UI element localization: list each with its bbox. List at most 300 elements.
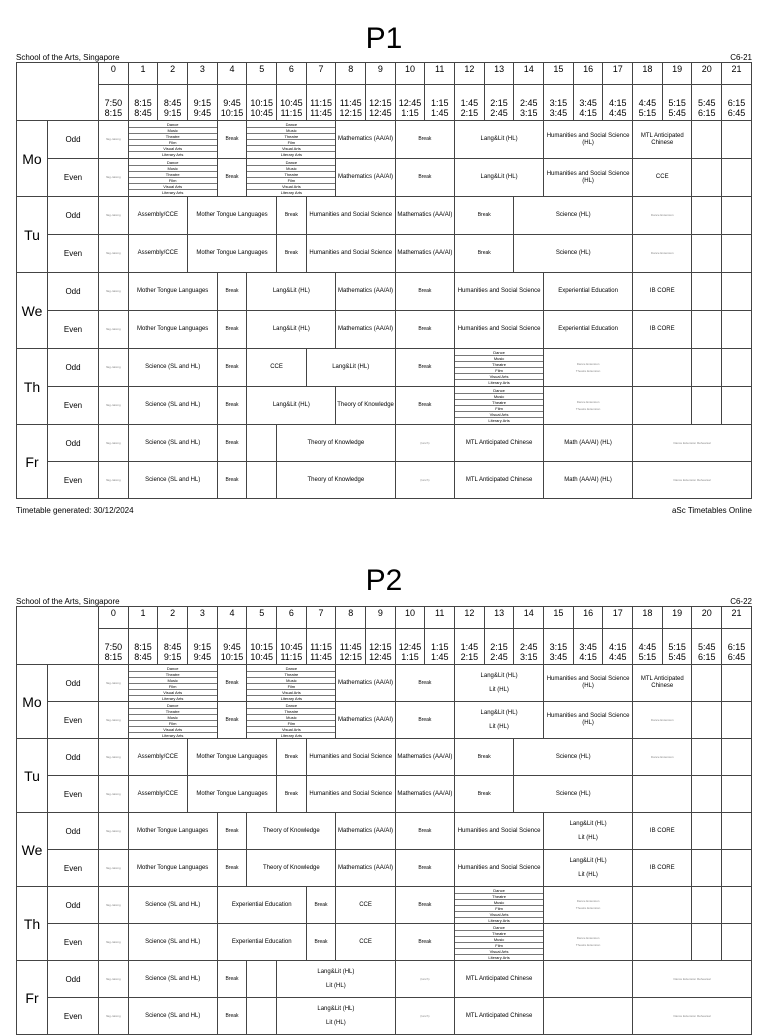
break-cell: Break <box>395 121 454 159</box>
school-name: School of the Arts, Singapore <box>16 53 120 62</box>
lesson-cell: Mathematics (AA/AI) <box>395 739 454 776</box>
period-number: 14 <box>514 607 544 629</box>
week-even: Even <box>48 159 99 197</box>
lesson-cell: Dance Extension <box>633 235 692 273</box>
period-time: 11:45 12:15 <box>336 85 366 121</box>
period-number: 1 <box>128 63 158 85</box>
period-time: 1:15 1:45 <box>425 85 455 121</box>
period-number: 13 <box>484 607 514 629</box>
period-number: 18 <box>633 63 663 85</box>
lesson-cell: MTL Anticipated Chinese <box>633 665 692 702</box>
period-time: 7:50 8:15 <box>99 629 129 665</box>
period-time: 12:45 1:15 <box>395 85 425 121</box>
week-odd: Odd <box>48 273 99 311</box>
period-time: 8:15 8:45 <box>128 629 158 665</box>
period-number: 6 <box>277 63 307 85</box>
lesson-cell: Lang&Lit (HL) Lit (HL) <box>455 665 544 702</box>
empty-cell <box>692 235 722 273</box>
period-number: 12 <box>455 607 485 629</box>
lesson-cell: flag-raising <box>99 235 129 273</box>
lesson-cell: flag-raising <box>99 924 129 961</box>
lesson-cell: Science (SL and HL) <box>128 924 217 961</box>
lesson-cell: IB CORE <box>633 813 692 850</box>
empty-cell <box>722 235 752 273</box>
lesson-cell: Dance Extension Theatre Extension <box>544 924 633 961</box>
lesson-cell: Lang&Lit (HL) Lit (HL) <box>544 813 633 850</box>
break-cell: Break <box>395 702 454 739</box>
lesson-cell: flag-raising <box>99 462 129 499</box>
lesson-cell: Dance Theatre Music Film Visual Arts Literary Arts <box>455 924 544 961</box>
period-number: 12 <box>455 63 485 85</box>
empty-cell <box>692 776 722 813</box>
period-time: 1:45 2:15 <box>455 85 485 121</box>
lesson-cell: Theory of Knowledge <box>277 462 396 499</box>
period-time: 8:45 9:15 <box>158 85 188 121</box>
break-cell: Break <box>395 159 454 197</box>
period-number: 10 <box>395 607 425 629</box>
lesson-cell: CCE <box>336 924 395 961</box>
period-time: 2:15 2:45 <box>484 629 514 665</box>
lesson-cell: Humanities and Social Science <box>455 311 544 349</box>
period-time: 5:15 5:45 <box>662 85 692 121</box>
period-time: 4:45 5:15 <box>633 85 663 121</box>
empty-cell <box>722 311 752 349</box>
period-number: 10 <box>395 63 425 85</box>
period-number: 7 <box>306 607 336 629</box>
lesson-cell: flag-raising <box>99 349 129 387</box>
period-number: 2 <box>158 607 188 629</box>
lesson-cell: Dance Theatre Music Film Visual Arts Literary Arts <box>128 702 217 739</box>
lesson-cell: Theory of Knowledge <box>247 813 336 850</box>
lesson-cell: (lunch) <box>395 462 454 499</box>
break-cell: Break <box>277 776 307 813</box>
break-cell: Break <box>395 850 454 887</box>
period-time: 3:15 3:45 <box>544 85 574 121</box>
period-time: 10:15 10:45 <box>247 85 277 121</box>
period-number: 9 <box>366 63 396 85</box>
lesson-cell: Science (SL and HL) <box>128 998 217 1035</box>
break-cell: Break <box>217 702 247 739</box>
period-number: 16 <box>573 607 603 629</box>
lesson-cell: flag-raising <box>99 387 129 425</box>
lesson-cell: Humanities and Social Science (HL) <box>544 702 633 739</box>
period-number: 3 <box>188 607 218 629</box>
lesson-cell: Dance Extension Theatre Extension <box>544 887 633 924</box>
lesson-cell: Dance Music Theatre Film Visual Arts Literary Arts <box>455 349 544 387</box>
lesson-cell: flag-raising <box>99 425 129 462</box>
lesson-cell: Mathematics (AA/AI) <box>336 273 395 311</box>
break-cell: Break <box>217 462 247 499</box>
lesson-cell: Mother Tongue Languages <box>128 813 217 850</box>
break-cell: Break <box>217 159 247 197</box>
period-time: 9:15 9:45 <box>188 629 218 665</box>
lesson-cell: Mathematics (AA/AI) <box>395 776 454 813</box>
week-odd: Odd <box>48 961 99 998</box>
break-cell: Break <box>395 813 454 850</box>
class-code: C6-21 <box>730 53 752 62</box>
break-cell: Break <box>395 273 454 311</box>
period-number: 3 <box>188 63 218 85</box>
break-cell: Break <box>217 850 247 887</box>
empty-cell <box>247 462 277 499</box>
lesson-cell: Dance Music Theatre Film Visual Arts Literary Arts <box>128 121 217 159</box>
break-cell: Break <box>217 665 247 702</box>
corner-cell <box>17 63 99 121</box>
period-time: 5:45 6:15 <box>692 85 722 121</box>
period-number: 17 <box>603 607 633 629</box>
lesson-cell: Mother Tongue Languages <box>188 776 277 813</box>
week-odd: Odd <box>48 349 99 387</box>
period-time: 1:45 2:15 <box>455 629 485 665</box>
empty-cell <box>722 197 752 235</box>
period-number: 5 <box>247 607 277 629</box>
break-cell: Break <box>217 121 247 159</box>
lesson-cell: Experiential Education <box>217 887 306 924</box>
timetable-grid-p1 <box>16 62 752 499</box>
empty-cell <box>722 776 752 813</box>
lesson-cell: MTL Anticipated Chinese <box>455 425 544 462</box>
week-odd: Odd <box>48 425 99 462</box>
empty-cell <box>633 776 692 813</box>
lesson-cell: Theory of Knowledge <box>247 850 336 887</box>
period-number: 8 <box>336 63 366 85</box>
week-even: Even <box>48 702 99 739</box>
lesson-cell: (lunch) <box>395 961 454 998</box>
lesson-cell: flag-raising <box>99 850 129 887</box>
day-label: Mo <box>17 121 48 197</box>
period-time: 2:45 3:15 <box>514 85 544 121</box>
period-time: 2:45 3:15 <box>514 629 544 665</box>
lesson-cell: Humanities and Social Science <box>306 739 395 776</box>
empty-cell <box>692 273 722 311</box>
lesson-cell: Dance Extension Theatre Extension <box>544 387 633 425</box>
period-time: 5:15 5:45 <box>662 629 692 665</box>
lesson-cell: Lang&Lit (HL) <box>247 311 336 349</box>
period-number: 4 <box>217 63 247 85</box>
break-cell: Break <box>395 924 454 961</box>
lesson-cell: Mathematics (AA/AI) <box>395 197 454 235</box>
break-cell: Break <box>395 665 454 702</box>
week-odd: Odd <box>48 665 99 702</box>
period-number: 19 <box>662 607 692 629</box>
lesson-cell: Dance Theatre Music Film Visual Arts Literary Arts <box>247 702 336 739</box>
lesson-cell: Theory of Knowledge <box>277 425 396 462</box>
empty-cell <box>692 887 722 924</box>
corner-cell <box>17 607 99 665</box>
break-cell: Break <box>277 739 307 776</box>
lesson-cell: flag-raising <box>99 197 129 235</box>
lesson-cell: Dance Extension <box>633 702 692 739</box>
period-time: 4:15 4:45 <box>603 629 633 665</box>
empty-cell <box>692 121 722 159</box>
week-odd: Odd <box>48 813 99 850</box>
empty-cell <box>722 349 752 387</box>
lesson-cell: flag-raising <box>99 887 129 924</box>
period-time: 10:45 11:15 <box>277 85 307 121</box>
period-time: 12:15 12:45 <box>366 85 396 121</box>
day-label: Tu <box>17 739 48 813</box>
lesson-cell: MTL Anticipated Chinese <box>455 462 544 499</box>
lesson-cell: Dance Extension Theatre Extension <box>544 349 633 387</box>
week-even: Even <box>48 850 99 887</box>
period-time: 2:15 2:45 <box>484 85 514 121</box>
lesson-cell: Assembly/CCE <box>128 235 187 273</box>
period-time: 9:45 10:15 <box>217 85 247 121</box>
week-even: Even <box>48 998 99 1035</box>
period-number: 7 <box>306 63 336 85</box>
lesson-cell: Lang&Lit (HL) <box>306 349 395 387</box>
lesson-cell: Lang&Lit (HL) Lit (HL) <box>544 850 633 887</box>
period-time: 12:15 12:45 <box>366 629 396 665</box>
break-cell: Break <box>217 311 247 349</box>
timetable-page-p1 <box>0 24 768 520</box>
empty-cell <box>692 197 722 235</box>
lesson-cell: Mathematics (AA/AI) <box>336 121 395 159</box>
lesson-cell: Mathematics (AA/AI) <box>336 311 395 349</box>
period-number: 6 <box>277 607 307 629</box>
period-time: 4:45 5:15 <box>633 629 663 665</box>
lesson-cell: Humanities and Social Science <box>306 776 395 813</box>
lesson-cell: Humanities and Social Science (HL) <box>544 121 633 159</box>
lesson-cell: flag-raising <box>99 159 129 197</box>
period-time: 8:45 9:15 <box>158 629 188 665</box>
lesson-cell: Humanities and Social Science <box>455 273 544 311</box>
lesson-cell: Lang&Lit (HL) <box>455 159 544 197</box>
lesson-cell: Science (SL and HL) <box>128 425 217 462</box>
lesson-cell: Science (SL and HL) <box>128 961 217 998</box>
empty-cell <box>692 813 722 850</box>
period-number: 4 <box>217 607 247 629</box>
day-label: Tu <box>17 197 48 273</box>
page-title: P2 <box>365 564 403 597</box>
lesson-cell: Dance Extension Rehearsal <box>633 462 752 499</box>
week-odd: Odd <box>48 887 99 924</box>
lesson-cell: (lunch) <box>395 425 454 462</box>
week-even: Even <box>48 235 99 273</box>
period-number: 8 <box>336 607 366 629</box>
period-time: 6:15 6:45 <box>722 629 752 665</box>
break-cell: Break <box>217 998 247 1035</box>
generated-date: Timetable generated: 30/12/2024 <box>16 506 134 515</box>
period-time: 7:50 8:15 <box>99 85 129 121</box>
period-number: 15 <box>544 607 574 629</box>
lesson-cell: Mother Tongue Languages <box>188 739 277 776</box>
lesson-cell: Dance Extension <box>633 739 692 776</box>
period-number: 11 <box>425 607 455 629</box>
lesson-cell: Humanities and Social Science <box>455 850 544 887</box>
empty-cell <box>692 665 722 702</box>
day-label: We <box>17 813 48 887</box>
period-time: 12:45 1:15 <box>395 629 425 665</box>
period-number: 11 <box>425 63 455 85</box>
lesson-cell: Experiential Education <box>544 273 633 311</box>
lesson-cell: Mathematics (AA/AI) <box>336 159 395 197</box>
break-cell: Break <box>395 311 454 349</box>
lesson-cell: Dance Extension Rehearsal <box>633 961 752 998</box>
lesson-cell: flag-raising <box>99 273 129 311</box>
period-number: 20 <box>692 607 722 629</box>
lesson-cell: Mathematics (AA/AI) <box>336 702 395 739</box>
empty-cell <box>722 850 752 887</box>
period-number: 0 <box>99 63 129 85</box>
break-cell: Break <box>306 887 336 924</box>
break-cell: Break <box>395 387 454 425</box>
empty-cell <box>722 159 752 197</box>
empty-cell <box>692 311 722 349</box>
lesson-cell: CCE <box>633 159 692 197</box>
break-cell: Break <box>455 776 514 813</box>
period-number: 18 <box>633 607 663 629</box>
lesson-cell: Lang&Lit (HL) Lit (HL) <box>455 702 544 739</box>
empty-cell <box>692 387 722 425</box>
lesson-cell: CCE <box>247 349 306 387</box>
lesson-cell: Lang&Lit (HL) <box>455 121 544 159</box>
period-time: 3:45 4:15 <box>573 85 603 121</box>
lesson-cell: Dance Extension Rehearsal <box>633 998 752 1035</box>
lesson-cell: flag-raising <box>99 998 129 1035</box>
lesson-cell: Science (HL) <box>514 235 633 273</box>
period-number: 19 <box>662 63 692 85</box>
lesson-cell: Mother Tongue Languages <box>128 273 217 311</box>
lesson-cell: Science (HL) <box>514 776 633 813</box>
empty-cell <box>692 159 722 197</box>
empty-cell <box>247 998 277 1035</box>
period-number: 2 <box>158 63 188 85</box>
day-label: Fr <box>17 961 48 1035</box>
period-number: 17 <box>603 63 633 85</box>
break-cell: Break <box>217 425 247 462</box>
week-odd: Odd <box>48 739 99 776</box>
period-time: 9:45 10:15 <box>217 629 247 665</box>
lesson-cell: Mathematics (AA/AI) <box>336 665 395 702</box>
period-time: 10:15 10:45 <box>247 629 277 665</box>
lesson-cell: (lunch) <box>395 998 454 1035</box>
lesson-cell: Mother Tongue Languages <box>188 197 277 235</box>
empty-cell <box>722 665 752 702</box>
lesson-cell: Humanities and Social Science (HL) <box>544 159 633 197</box>
day-label: We <box>17 273 48 349</box>
lesson-cell: flag-raising <box>99 776 129 813</box>
empty-cell <box>722 887 752 924</box>
lesson-cell: IB CORE <box>633 850 692 887</box>
lesson-cell: CCE <box>336 887 395 924</box>
lesson-cell: Math (AA/AI) (HL) <box>544 425 633 462</box>
lesson-cell: Dance Music Theatre Film Visual Arts Literary Arts <box>247 159 336 197</box>
lesson-cell: IB CORE <box>633 311 692 349</box>
lesson-cell: Science (HL) <box>514 739 633 776</box>
lesson-cell: flag-raising <box>99 813 129 850</box>
lesson-cell: IB CORE <box>633 273 692 311</box>
lesson-cell: Dance Music Theatre Film Visual Arts Literary Arts <box>455 387 544 425</box>
empty-cell <box>692 702 722 739</box>
empty-cell <box>247 961 277 998</box>
lesson-cell: Humanities and Social Science <box>306 197 395 235</box>
lesson-cell: Dance Music Theatre Film Visual Arts Literary Arts <box>128 159 217 197</box>
empty-cell <box>692 739 722 776</box>
period-number: 21 <box>722 607 752 629</box>
break-cell: Break <box>217 961 247 998</box>
break-cell: Break <box>217 349 247 387</box>
lesson-cell: Humanities and Social Science <box>306 235 395 273</box>
break-cell: Break <box>455 197 514 235</box>
lesson-cell: Experiential Education <box>217 924 306 961</box>
lesson-cell: Assembly/CCE <box>128 197 187 235</box>
lesson-cell: flag-raising <box>99 702 129 739</box>
period-time: 3:15 3:45 <box>544 629 574 665</box>
lesson-cell: flag-raising <box>99 739 129 776</box>
empty-cell <box>544 961 633 998</box>
day-label: Fr <box>17 425 48 499</box>
page-title: P1 <box>365 22 403 55</box>
break-cell: Break <box>217 387 247 425</box>
lesson-cell: MTL Anticipated Chinese <box>633 121 692 159</box>
empty-cell <box>544 998 633 1035</box>
lesson-cell: Mathematics (AA/AI) <box>395 235 454 273</box>
lesson-cell: flag-raising <box>99 665 129 702</box>
week-even: Even <box>48 924 99 961</box>
empty-cell <box>722 924 752 961</box>
break-cell: Break <box>395 349 454 387</box>
period-time: 9:15 9:45 <box>188 85 218 121</box>
lesson-cell: Assembly/CCE <box>128 739 187 776</box>
empty-cell <box>692 850 722 887</box>
period-time: 11:15 11:45 <box>306 629 336 665</box>
period-time: 11:15 11:45 <box>306 85 336 121</box>
break-cell: Break <box>455 739 514 776</box>
lesson-cell: Science (SL and HL) <box>128 387 217 425</box>
empty-cell <box>247 425 277 462</box>
lesson-cell: Science (SL and HL) <box>128 462 217 499</box>
lesson-cell: Humanities and Social Science (HL) <box>544 665 633 702</box>
day-label: Th <box>17 887 48 961</box>
lesson-cell: Lang&Lit (HL) Lit (HL) <box>277 998 396 1035</box>
period-time: 4:15 4:45 <box>603 85 633 121</box>
period-time: 11:45 12:15 <box>336 629 366 665</box>
empty-cell <box>633 924 692 961</box>
period-number: 13 <box>484 63 514 85</box>
lesson-cell: Mother Tongue Languages <box>188 235 277 273</box>
period-number: 0 <box>99 607 129 629</box>
class-code: C6-22 <box>730 597 752 606</box>
brand-label: aSc Timetables Online <box>671 506 752 515</box>
empty-cell <box>722 813 752 850</box>
period-time: 5:45 6:15 <box>692 629 722 665</box>
lesson-cell: Assembly/CCE <box>128 776 187 813</box>
lesson-cell: Dance Extension <box>633 197 692 235</box>
lesson-cell: Mathematics (AA/AI) <box>336 850 395 887</box>
period-number: 9 <box>366 607 396 629</box>
break-cell: Break <box>395 887 454 924</box>
lesson-cell: Lang&Lit (HL) <box>247 273 336 311</box>
empty-cell <box>722 387 752 425</box>
lesson-cell: Mathematics (AA/AI) <box>336 813 395 850</box>
lesson-cell: Dance Theatre Music Film Visual Arts Literary Arts <box>455 887 544 924</box>
empty-cell <box>722 273 752 311</box>
period-time: 10:45 11:15 <box>277 629 307 665</box>
break-cell: Break <box>217 273 247 311</box>
timetable-page-p2 <box>0 566 768 1024</box>
empty-cell <box>692 349 722 387</box>
empty-cell <box>633 387 692 425</box>
lesson-cell: Dance Extension Rehearsal <box>633 425 752 462</box>
lesson-cell: MTL Anticipated Chinese <box>455 998 544 1035</box>
week-even: Even <box>48 311 99 349</box>
period-number: 1 <box>128 607 158 629</box>
lesson-cell: Science (HL) <box>514 197 633 235</box>
week-even: Even <box>48 776 99 813</box>
lesson-cell: Dance Theatre Music Film Visual Arts Literary Arts <box>247 665 336 702</box>
lesson-cell: Dance Theatre Music Film Visual Arts Literary Arts <box>128 665 217 702</box>
